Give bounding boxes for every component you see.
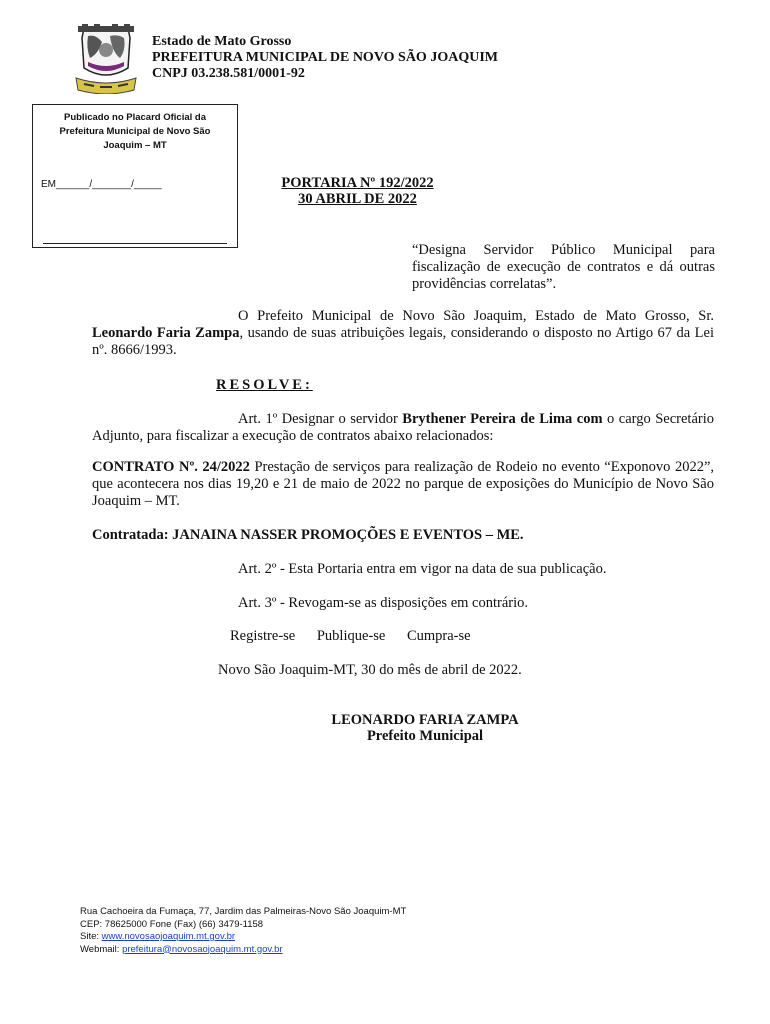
preamble-rest: , usando de suas atribuições legais, considerando o disposto no Artigo 67 da Lei nº. 8666/1993. bbox=[92, 325, 714, 358]
letterhead-prefecture: PREFEITURA MUNICIPAL DE NOVO SÃO JOAQUIM bbox=[152, 50, 498, 65]
footer-cep-phone: CEP: 78625000 Fone (Fax) (66) 3479-1158 bbox=[80, 918, 264, 930]
preamble-intro: O Prefeito Municipal de Novo São Joaquim, Estado de Mato Grosso, Sr. bbox=[238, 308, 714, 324]
ementa: “Designa Servidor Público Municipal para fiscalização de execução de contratos e dá outras providências correlatas”. bbox=[412, 242, 715, 292]
footer-webmail-label: Webmail: bbox=[80, 943, 120, 955]
footer-site-row bbox=[80, 931, 406, 944]
contract-number: CONTRATO Nº. 24/2022 bbox=[92, 459, 250, 475]
footer-webmail-link[interactable]: prefeitura@novosaojoaquim.mt.gov.br bbox=[122, 943, 283, 955]
footer-webmail-row bbox=[80, 944, 406, 957]
publication-stamp-box bbox=[32, 104, 238, 248]
closing-publish: Publique-se bbox=[316, 628, 386, 644]
closing-formula bbox=[230, 628, 471, 645]
footer-address: Rua Cachoeira da Fumaça, 77, Jardim das Palmeiras-Novo São Joaquim-MT bbox=[80, 906, 407, 917]
signer-role: Prefeito Municipal bbox=[366, 728, 484, 744]
footer bbox=[80, 906, 406, 956]
place-and-date: Novo São Joaquim-MT, 30 do mês de abril de 2022. bbox=[218, 662, 522, 678]
mayor-name: Leonardo Faria Zampa bbox=[92, 325, 240, 341]
footer-site-label: Site: bbox=[80, 931, 100, 942]
document-title bbox=[270, 175, 445, 207]
signer-name: LEONARDO FARIA ZAMPA bbox=[331, 712, 519, 728]
stamp-title: Publicado no Placard Oficial da Prefeitura Municipal de Novo São Joaquim – MT bbox=[59, 112, 211, 151]
letterhead-cnpj: CNPJ 03.238.581/0001-92 bbox=[152, 66, 305, 81]
portaria-date: 30 ABRIL DE 2022 bbox=[298, 191, 417, 207]
stamp-signature-line bbox=[43, 243, 227, 244]
contracted-party: Contratada: JANAINA NASSER PROMOÇÕES E EVENTOS – ME. bbox=[92, 527, 524, 543]
closing-comply: Cumpra-se bbox=[406, 628, 471, 644]
signature-block bbox=[300, 712, 550, 744]
closing-register: Registre-se bbox=[230, 628, 296, 644]
article-1 bbox=[92, 411, 714, 445]
article-3: Art. 3º - Revogam-se as disposições em contrário. bbox=[238, 595, 528, 611]
art1-intro: Art. 1º Designar o servidor bbox=[238, 411, 398, 427]
stamp-date-line: EM______/_______/_____ bbox=[41, 179, 162, 190]
designated-servant: Brythener Pereira de Lima com bbox=[402, 411, 603, 427]
preamble-paragraph bbox=[92, 308, 714, 359]
resolve-heading: RESOLVE: bbox=[216, 377, 313, 393]
municipal-coat-of-arms-icon bbox=[74, 24, 138, 94]
contract-description: Prestação de serviços para realização de Rodeio no evento “Exponovo 2022”, que acontecera nos dias 19,20 e 21 de maio de 2022 no parque de exposições do Município de Novo São Joaquim – MT. bbox=[92, 459, 715, 509]
footer-site-link[interactable]: www.novosaojoaquim.mt.gov.br bbox=[101, 931, 236, 942]
letterhead bbox=[152, 34, 498, 82]
letterhead-state: Estado de Mato Grosso bbox=[152, 34, 292, 49]
contract-paragraph bbox=[92, 459, 714, 510]
article-2: Art. 2º - Esta Portaria entra em vigor na data de sua publicação. bbox=[238, 561, 607, 577]
portaria-number: PORTARIA Nº 192/2022 bbox=[281, 175, 434, 191]
art1-rest: o cargo Secretário Adjunto, para fiscalizar a execução de contratos abaixo relacionados: bbox=[92, 411, 714, 444]
